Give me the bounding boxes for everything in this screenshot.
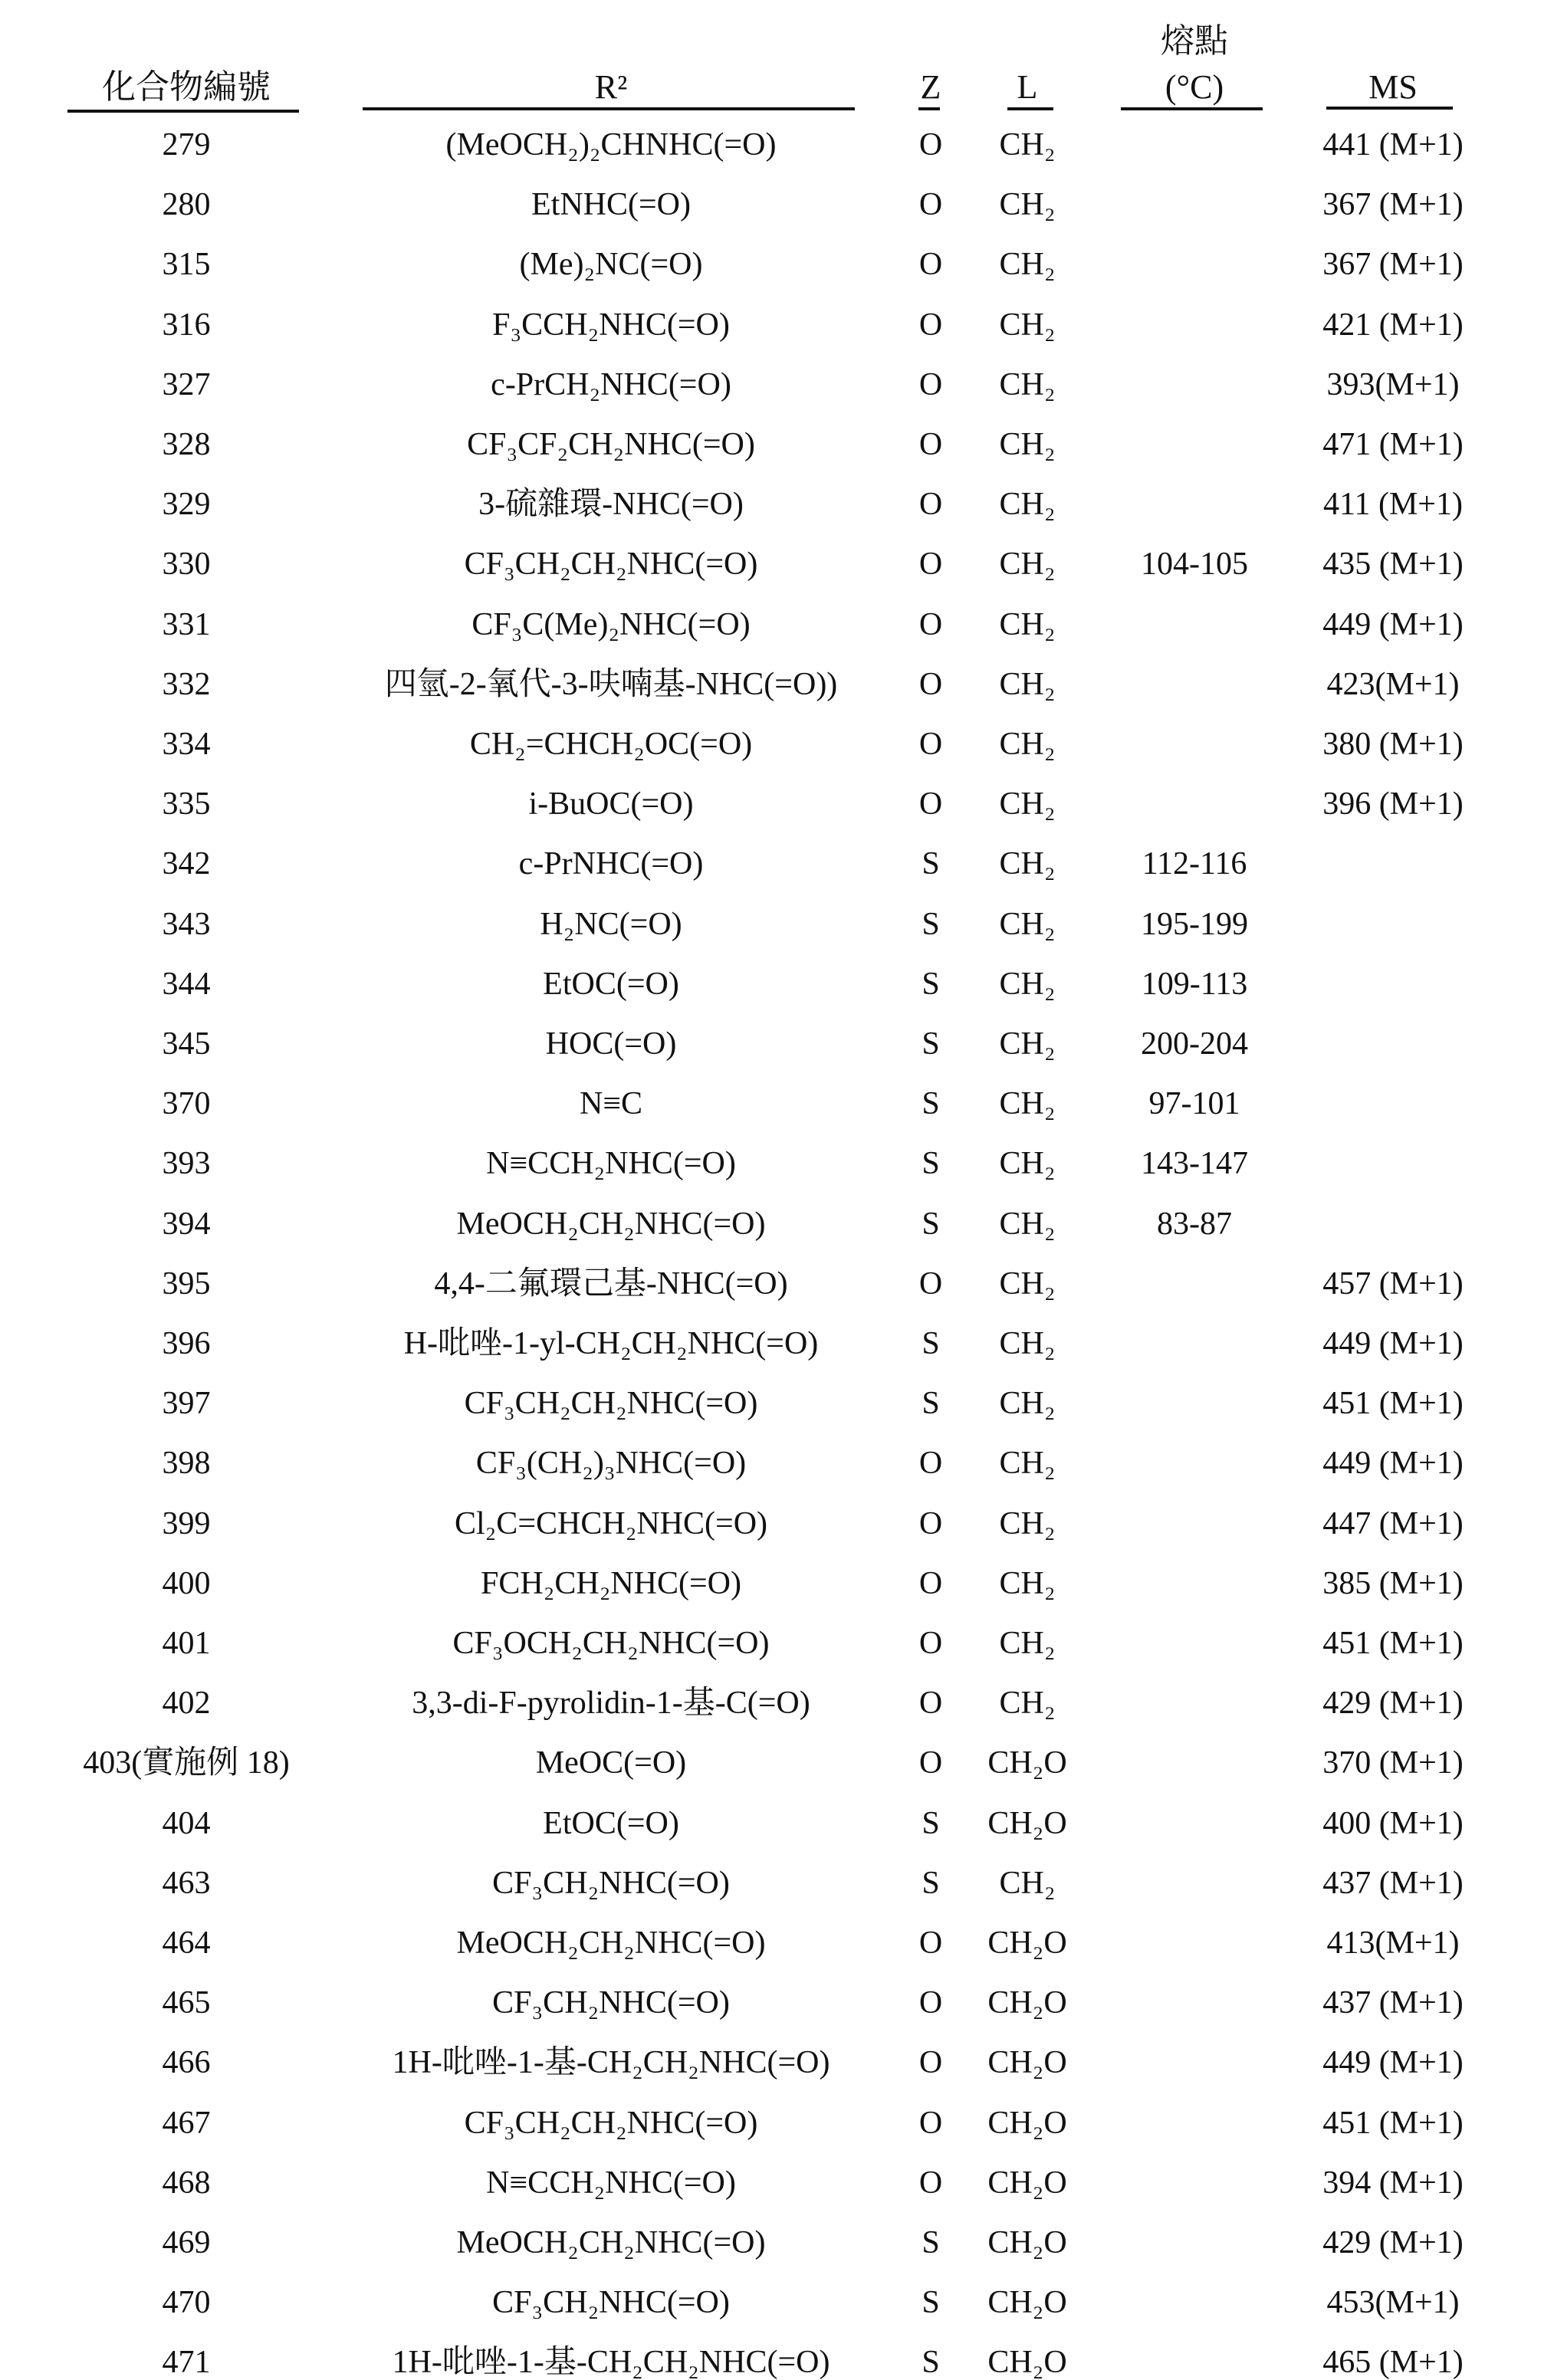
cell-mass-spec: 396 (M+1) — [1322, 788, 1464, 820]
cell-z-atom: O — [919, 1268, 942, 1300]
cell-compound-id: 401 — [163, 1627, 211, 1659]
cell-mass-spec: 449 (M+1) — [1322, 1328, 1464, 1360]
cell-z-atom: O — [919, 2167, 942, 2199]
cell-melting-point: 109-113 — [1142, 968, 1247, 1000]
cell-l-linker: CH₂ — [1000, 1028, 1056, 1060]
cell-compound-id: 328 — [163, 428, 211, 461]
cell-z-atom: O — [919, 1627, 942, 1659]
cell-r2-substituent: CH₂=CHCH₂OC(=O) — [470, 728, 752, 760]
header-underline — [1326, 107, 1453, 110]
cell-l-linker: CH₂O — [987, 1987, 1066, 2019]
cell-compound-id: 398 — [163, 1447, 211, 1479]
cell-z-atom: O — [919, 2047, 942, 2079]
header-compound-no: 化合物編號 — [102, 71, 271, 104]
cell-l-linker: CH₂ — [1000, 1387, 1056, 1420]
cell-melting-point: 104-105 — [1141, 548, 1248, 580]
cell-r2-substituent: CF₃C(Me)₂NHC(=O) — [471, 609, 750, 641]
cell-z-atom: O — [919, 1687, 942, 1719]
cell-r2-substituent: N≡C — [580, 1088, 642, 1120]
cell-compound-id: 279 — [163, 129, 211, 161]
cell-compound-id: 334 — [163, 728, 211, 760]
cell-mass-spec: 447 (M+1) — [1322, 1508, 1464, 1540]
cell-compound-id: 329 — [163, 488, 211, 520]
cell-l-linker: CH₂ — [1000, 488, 1056, 520]
cell-l-linker: CH₂ — [1000, 728, 1056, 760]
cell-compound-id: 469 — [163, 2227, 211, 2259]
cell-mass-spec: 471 (M+1) — [1322, 428, 1464, 461]
cell-r2-substituent: N≡CCH₂NHC(=O) — [486, 2167, 736, 2199]
cell-compound-id: 330 — [163, 548, 211, 580]
cell-z-atom: S — [922, 908, 939, 941]
header-underline — [363, 107, 855, 110]
cell-compound-id: 370 — [163, 1088, 211, 1120]
cell-compound-id: 327 — [163, 369, 211, 401]
cell-r2-substituent: H-吡唑-1-yl-CH₂CH₂NHC(=O) — [404, 1328, 819, 1360]
cell-z-atom: O — [919, 609, 942, 641]
cell-compound-id: 467 — [163, 2107, 211, 2139]
cell-z-atom: O — [919, 788, 942, 820]
cell-melting-point: 143-147 — [1141, 1147, 1248, 1180]
cell-z-atom: S — [922, 1807, 939, 1840]
cell-mass-spec: 411 (M+1) — [1323, 488, 1463, 520]
cell-mass-spec: 393(M+1) — [1326, 369, 1459, 401]
cell-compound-id: 468 — [163, 2167, 211, 2199]
cell-z-atom: S — [922, 968, 939, 1000]
cell-mass-spec: 413(M+1) — [1326, 1927, 1459, 1959]
cell-mass-spec: 437 (M+1) — [1322, 1987, 1464, 2019]
cell-z-atom: S — [922, 1387, 939, 1420]
cell-l-linker: CH₂ — [1000, 668, 1056, 701]
cell-melting-point: 200-204 — [1141, 1028, 1248, 1060]
cell-r2-substituent: CF₃(CH₂)₃NHC(=O) — [476, 1447, 746, 1479]
cell-z-atom: O — [919, 1447, 942, 1479]
cell-r2-substituent: HOC(=O) — [546, 1028, 677, 1060]
cell-z-atom: O — [919, 668, 942, 701]
cell-compound-id: 470 — [163, 2286, 211, 2319]
cell-l-linker: CH₂ — [1000, 129, 1056, 161]
cell-compound-id: 315 — [163, 248, 211, 281]
cell-r2-substituent: CF₃CH₂NHC(=O) — [492, 1987, 730, 2019]
cell-mass-spec: 370 (M+1) — [1322, 1747, 1464, 1779]
cell-r2-substituent: EtNHC(=O) — [531, 189, 691, 221]
cell-l-linker: CH₂ — [1000, 908, 1056, 941]
cell-mass-spec: 451 (M+1) — [1322, 1387, 1464, 1420]
cell-r2-substituent: 3-硫雜環-NHC(=O) — [478, 488, 744, 520]
cell-mass-spec: 385 (M+1) — [1322, 1568, 1464, 1600]
cell-l-linker: CH₂ — [1000, 1568, 1056, 1600]
cell-compound-id: 394 — [163, 1208, 211, 1240]
cell-z-atom: O — [919, 1747, 942, 1779]
cell-mass-spec: 429 (M+1) — [1322, 2227, 1464, 2259]
cell-mass-spec: 380 (M+1) — [1322, 728, 1464, 760]
cell-mass-spec: 441 (M+1) — [1322, 129, 1464, 161]
cell-compound-id: 465 — [163, 1987, 211, 2019]
cell-melting-point: 83-87 — [1157, 1208, 1232, 1240]
cell-r2-substituent: CF₃CH₂CH₂NHC(=O) — [465, 548, 758, 580]
cell-r2-substituent: F₃CCH₂NHC(=O) — [492, 309, 730, 341]
cell-compound-id: 335 — [163, 788, 211, 820]
cell-l-linker: CH₂ — [1000, 548, 1056, 580]
cell-compound-id: 280 — [163, 189, 211, 221]
cell-l-linker: CH₂O — [987, 1747, 1066, 1779]
cell-r2-substituent: MeOCH₂CH₂NHC(=O) — [457, 1927, 766, 1959]
cell-z-atom: S — [922, 2227, 939, 2259]
cell-l-linker: CH₂O — [987, 1807, 1066, 1840]
header-underline — [1121, 107, 1263, 110]
cell-mass-spec: 429 (M+1) — [1322, 1687, 1464, 1719]
cell-l-linker: CH₂O — [987, 1927, 1066, 1959]
cell-l-linker: CH₂O — [987, 2286, 1066, 2319]
cell-r2-substituent: H₂NC(=O) — [540, 908, 682, 941]
cell-melting-point: 112-116 — [1142, 848, 1247, 880]
header-z: Z — [921, 71, 941, 104]
cell-r2-substituent: 1H-吡唑-1-基-CH₂CH₂NHC(=O) — [393, 2047, 830, 2079]
cell-r2-substituent: N≡CCH₂NHC(=O) — [486, 1147, 736, 1180]
cell-l-linker: CH₂ — [1000, 369, 1056, 401]
cell-r2-substituent: MeOCH₂CH₂NHC(=O) — [457, 1208, 766, 1240]
cell-r2-substituent: c-PrNHC(=O) — [519, 848, 704, 880]
cell-r2-substituent: MeOC(=O) — [536, 1747, 686, 1779]
cell-l-linker: CH₂ — [1000, 609, 1056, 641]
cell-z-atom: S — [922, 2346, 939, 2378]
cell-z-atom: O — [919, 728, 942, 760]
cell-l-linker: CH₂ — [1000, 1328, 1056, 1360]
cell-l-linker: CH₂ — [1000, 428, 1056, 461]
cell-z-atom: O — [919, 1508, 942, 1540]
cell-compound-id: 403(實施例 18) — [83, 1747, 289, 1779]
cell-z-atom: S — [922, 2286, 939, 2319]
cell-compound-id: 343 — [163, 908, 211, 941]
cell-mass-spec: 367 (M+1) — [1322, 189, 1464, 221]
cell-mass-spec: 451 (M+1) — [1322, 1627, 1464, 1659]
cell-r2-substituent: CF₃CH₂CH₂NHC(=O) — [465, 2107, 758, 2139]
header-l: L — [1017, 71, 1038, 104]
cell-z-atom: O — [919, 548, 942, 580]
cell-compound-id: 316 — [163, 309, 211, 341]
cell-mass-spec: 449 (M+1) — [1322, 2047, 1464, 2079]
cell-mass-spec: 423(M+1) — [1326, 668, 1459, 701]
header-underline — [918, 107, 940, 110]
cell-l-linker: CH₂ — [1000, 848, 1056, 880]
cell-compound-id: 463 — [163, 1867, 211, 1899]
cell-mass-spec: 449 (M+1) — [1322, 609, 1464, 641]
cell-mass-spec: 437 (M+1) — [1322, 1867, 1464, 1899]
cell-compound-id: 395 — [163, 1268, 211, 1300]
cell-l-linker: CH₂O — [987, 2227, 1066, 2259]
cell-compound-id: 344 — [163, 968, 211, 1000]
cell-r2-substituent: FCH₂CH₂NHC(=O) — [481, 1568, 741, 1600]
cell-r2-substituent: (Me)₂NC(=O) — [520, 248, 703, 281]
cell-z-atom: O — [919, 1987, 942, 2019]
cell-compound-id: 331 — [163, 609, 211, 641]
cell-mass-spec: 400 (M+1) — [1322, 1807, 1464, 1840]
cell-r2-substituent: EtOC(=O) — [543, 968, 679, 1000]
cell-compound-id: 399 — [163, 1508, 211, 1540]
cell-l-linker: CH₂ — [1000, 189, 1056, 221]
cell-r2-substituent: 四氫-2-氧代-3-呋喃基-NHC(=O)) — [385, 668, 838, 701]
cell-z-atom: O — [919, 488, 942, 520]
cell-r2-substituent: CF₃CH₂NHC(=O) — [492, 2286, 730, 2319]
cell-mass-spec: 449 (M+1) — [1322, 1447, 1464, 1479]
cell-r2-substituent: 3,3-di-F-pyrolidin-1-基-C(=O) — [412, 1687, 810, 1719]
cell-r2-substituent: Cl₂C=CHCH₂NHC(=O) — [455, 1508, 767, 1540]
cell-z-atom: O — [919, 309, 942, 341]
cell-z-atom: S — [922, 1147, 939, 1180]
cell-compound-id: 402 — [163, 1687, 211, 1719]
cell-z-atom: S — [922, 1328, 939, 1360]
cell-l-linker: CH₂ — [1000, 788, 1056, 820]
cell-z-atom: O — [919, 1927, 942, 1959]
cell-r2-substituent: (MeOCH₂)₂CHNHC(=O) — [446, 129, 777, 161]
cell-r2-substituent: CF₃OCH₂CH₂NHC(=O) — [453, 1627, 770, 1659]
cell-mass-spec: 435 (M+1) — [1322, 548, 1464, 580]
cell-l-linker: CH₂ — [1000, 1268, 1056, 1300]
cell-compound-id: 342 — [163, 848, 211, 880]
cell-compound-id: 400 — [163, 1568, 211, 1600]
cell-mass-spec: 465 (M+1) — [1322, 2346, 1464, 2378]
cell-compound-id: 393 — [163, 1147, 211, 1180]
cell-l-linker: CH₂ — [1000, 1867, 1056, 1899]
cell-z-atom: O — [919, 1568, 942, 1600]
cell-l-linker: CH₂ — [1000, 1687, 1056, 1719]
cell-r2-substituent: EtOC(=O) — [543, 1807, 679, 1840]
cell-l-linker: CH₂ — [1000, 1147, 1056, 1180]
cell-compound-id: 332 — [163, 668, 211, 701]
cell-l-linker: CH₂ — [1000, 1627, 1056, 1659]
cell-z-atom: O — [919, 189, 942, 221]
cell-r2-substituent: CF₃CF₂CH₂NHC(=O) — [467, 428, 755, 461]
cell-r2-substituent: MeOCH₂CH₂NHC(=O) — [457, 2227, 766, 2259]
cell-r2-substituent: i-BuOC(=O) — [528, 788, 693, 820]
cell-compound-id: 404 — [163, 1807, 211, 1840]
cell-l-linker: CH₂ — [1000, 1088, 1056, 1120]
cell-z-atom: O — [919, 248, 942, 281]
cell-mass-spec: 421 (M+1) — [1322, 309, 1464, 341]
cell-mass-spec: 453(M+1) — [1326, 2286, 1459, 2319]
cell-z-atom: S — [922, 1208, 939, 1240]
cell-compound-id: 466 — [163, 2047, 211, 2079]
cell-l-linker: CH₂O — [987, 2107, 1066, 2139]
header-underline — [1007, 107, 1053, 110]
cell-l-linker: CH₂ — [1000, 968, 1056, 1000]
cell-z-atom: S — [922, 1867, 939, 1899]
cell-mass-spec: 457 (M+1) — [1322, 1268, 1464, 1300]
cell-r2-substituent: 4,4-二氟環己基-NHC(=O) — [434, 1268, 787, 1300]
header-r2: R² — [595, 71, 628, 104]
header-melting-point-unit: (°C) — [1165, 71, 1224, 104]
cell-z-atom: S — [922, 1028, 939, 1060]
cell-melting-point: 97-101 — [1149, 1088, 1240, 1120]
cell-melting-point: 195-199 — [1141, 908, 1248, 941]
cell-z-atom: O — [919, 129, 942, 161]
cell-r2-substituent: CF₃CH₂NHC(=O) — [492, 1867, 730, 1899]
cell-compound-id: 345 — [163, 1028, 211, 1060]
cell-l-linker: CH₂ — [1000, 309, 1056, 341]
cell-l-linker: CH₂ — [1000, 1447, 1056, 1479]
cell-r2-substituent: c-PrCH₂NHC(=O) — [491, 369, 731, 401]
cell-r2-substituent: CF₃CH₂CH₂NHC(=O) — [465, 1387, 758, 1420]
cell-z-atom: S — [922, 848, 939, 880]
header-underline — [67, 110, 299, 113]
cell-mass-spec: 451 (M+1) — [1322, 2107, 1464, 2139]
cell-l-linker: CH₂O — [987, 2346, 1066, 2378]
cell-l-linker: CH₂O — [987, 2167, 1066, 2199]
cell-z-atom: O — [919, 369, 942, 401]
cell-l-linker: CH₂ — [1000, 248, 1056, 281]
cell-r2-substituent: 1H-吡唑-1-基-CH₂CH₂NHC(=O) — [393, 2346, 830, 2378]
cell-l-linker: CH₂ — [1000, 1208, 1056, 1240]
cell-compound-id: 471 — [163, 2346, 211, 2378]
cell-mass-spec: 367 (M+1) — [1322, 248, 1464, 281]
cell-z-atom: O — [919, 2107, 942, 2139]
header-ms: MS — [1368, 71, 1418, 104]
cell-l-linker: CH₂O — [987, 2047, 1066, 2079]
cell-z-atom: O — [919, 428, 942, 461]
cell-l-linker: CH₂ — [1000, 1508, 1056, 1540]
cell-compound-id: 397 — [163, 1387, 211, 1420]
cell-mass-spec: 394 (M+1) — [1322, 2167, 1464, 2199]
cell-compound-id: 396 — [163, 1328, 211, 1360]
header-melting-point: 熔點 — [1161, 25, 1228, 58]
cell-compound-id: 464 — [163, 1927, 211, 1959]
cell-z-atom: S — [922, 1088, 939, 1120]
